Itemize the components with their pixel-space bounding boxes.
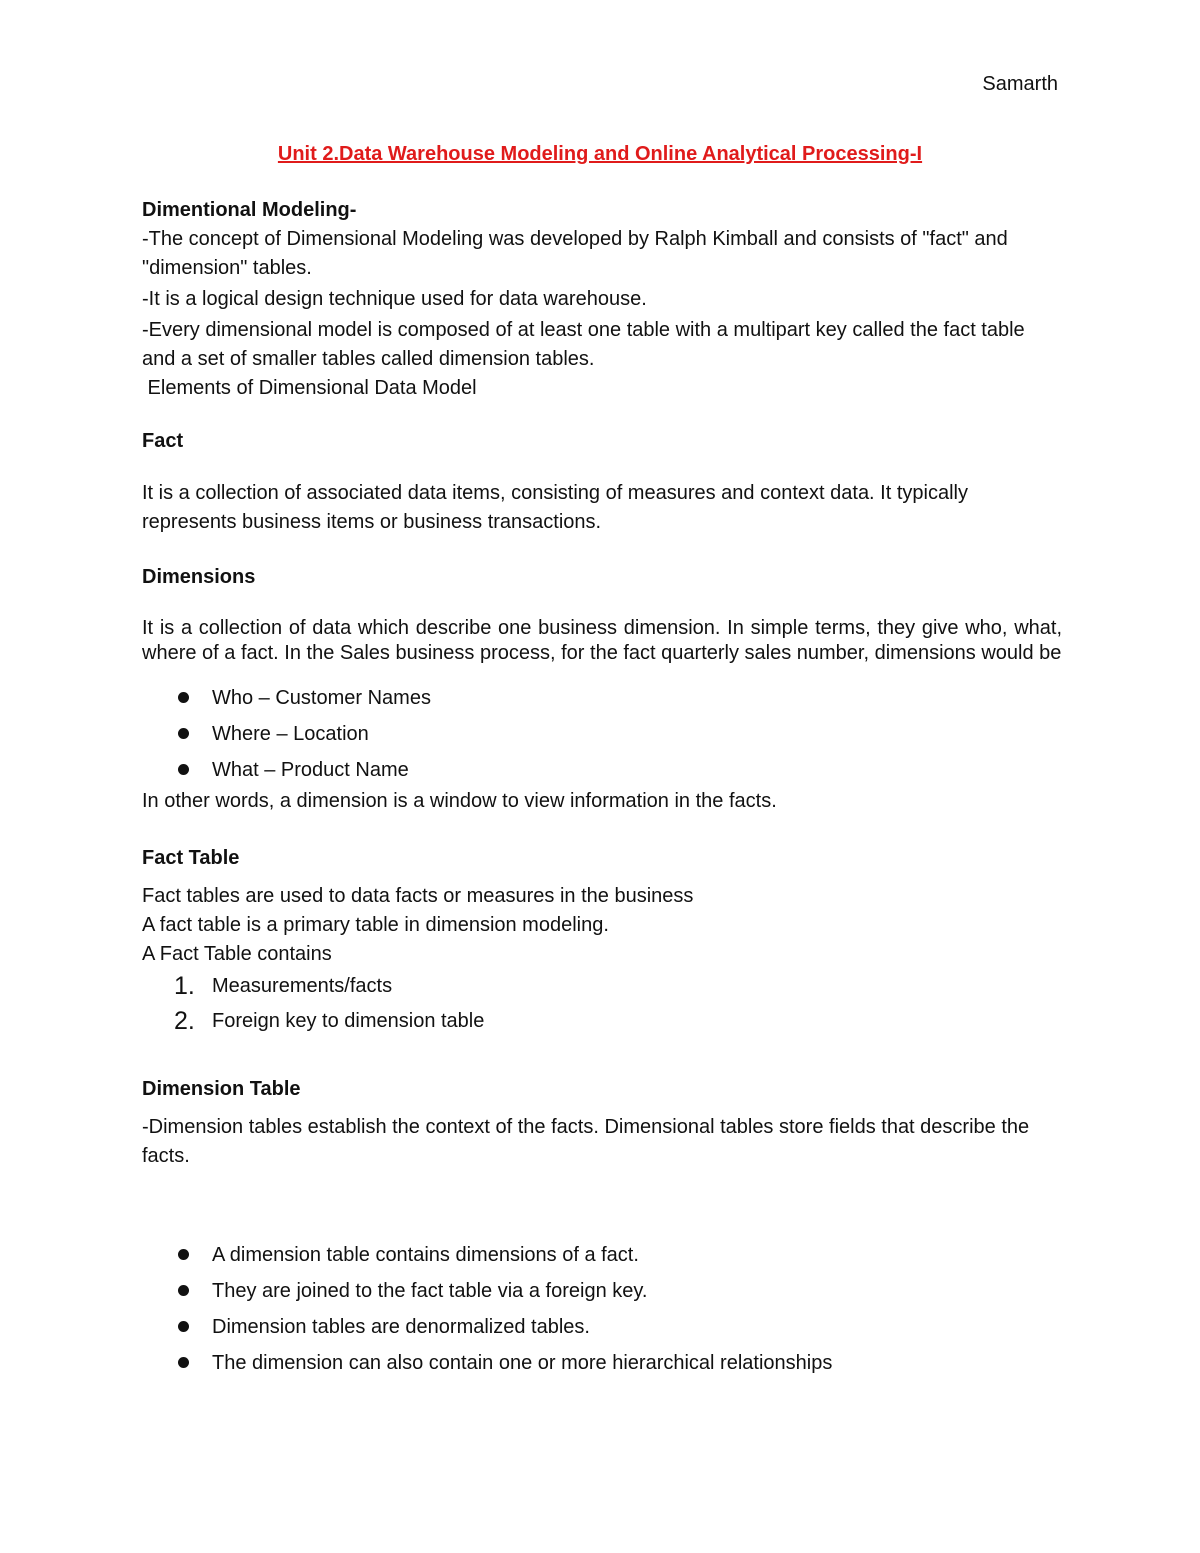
paragraph: -Dimension tables establish the context of the facts. Dimensional tables store fields that describe the facts. bbox=[142, 1116, 1030, 1167]
bullet-icon bbox=[178, 764, 189, 775]
bullet-icon bbox=[178, 692, 189, 703]
section-heading: Fact Table bbox=[142, 847, 240, 869]
numbered-list bbox=[142, 969, 1062, 1039]
section-fact bbox=[142, 427, 1062, 537]
list-item: 1. Measurements/facts bbox=[174, 972, 393, 1000]
bullet-icon bbox=[178, 1357, 189, 1368]
author-name: Samarth bbox=[982, 73, 1058, 95]
list-item: 2. Foreign key to dimension table bbox=[174, 1007, 485, 1035]
paragraph: Fact tables are used to data facts or measures in the business bbox=[142, 885, 694, 907]
list-item: A dimension table contains dimensions of a fact. bbox=[142, 1237, 1062, 1273]
paragraph: It is a collection of data which describe one business dimension. In simple terms, they give who, what, where of a fact. In the Sales business process, for the fact quarterly sales number, dimensions would be bbox=[142, 617, 1062, 664]
bullet-icon bbox=[178, 1285, 189, 1296]
paragraph: In other words, a dimension is a window to view information in the facts. bbox=[142, 790, 777, 812]
document-title: Unit 2.Data Warehouse Modeling and Online Analytical Processing-I bbox=[277, 143, 923, 165]
bullet-list bbox=[142, 1237, 1062, 1381]
bullet-icon bbox=[178, 1321, 189, 1332]
section-heading: Dimension Table bbox=[142, 1078, 301, 1100]
section-heading: Fact bbox=[142, 430, 184, 452]
list-item: Dimension tables are denormalized tables. bbox=[142, 1309, 1062, 1345]
list-item: They are joined to the fact table via a foreign key. bbox=[142, 1273, 1062, 1309]
paragraph: -Every dimensional model is composed of at least one table with a multipart key called the fact table and a set of smaller tables called dimension tables. bbox=[142, 319, 1025, 370]
paragraph: Elements of Dimensional Data Model bbox=[142, 377, 477, 399]
section-heading: Dimentional Modeling- bbox=[142, 199, 357, 221]
list-item: Where – Location bbox=[142, 716, 1062, 752]
section-dimensions bbox=[142, 563, 1062, 814]
list-item: The dimension can also contain one or more hierarchical relationships bbox=[142, 1345, 1062, 1381]
paragraph: A Fact Table contains bbox=[142, 943, 332, 965]
bullet-icon bbox=[178, 1249, 189, 1260]
section-heading: Dimensions bbox=[142, 566, 256, 588]
paragraph: -The concept of Dimensional Modeling was developed by Ralph Kimball and consists of "fact" and "dimension" tables. bbox=[142, 228, 1008, 279]
bullet-icon bbox=[178, 728, 189, 739]
paragraph: A fact table is a primary table in dimension modeling. bbox=[142, 914, 609, 936]
paragraph: -It is a logical design technique used for data warehouse. bbox=[142, 288, 647, 310]
document-body bbox=[142, 196, 1062, 1381]
section-fact-table bbox=[142, 844, 1062, 1039]
section-dimensional-modeling bbox=[142, 196, 1062, 403]
section-dimension-table bbox=[142, 1075, 1062, 1381]
bullet-list bbox=[142, 680, 1062, 788]
list-item: Who – Customer Names bbox=[142, 680, 1062, 716]
paragraph: It is a collection of associated data items, consisting of measures and context data. It typically represents business items or business transactions. bbox=[142, 482, 968, 533]
list-item: What – Product Name bbox=[142, 752, 1062, 788]
